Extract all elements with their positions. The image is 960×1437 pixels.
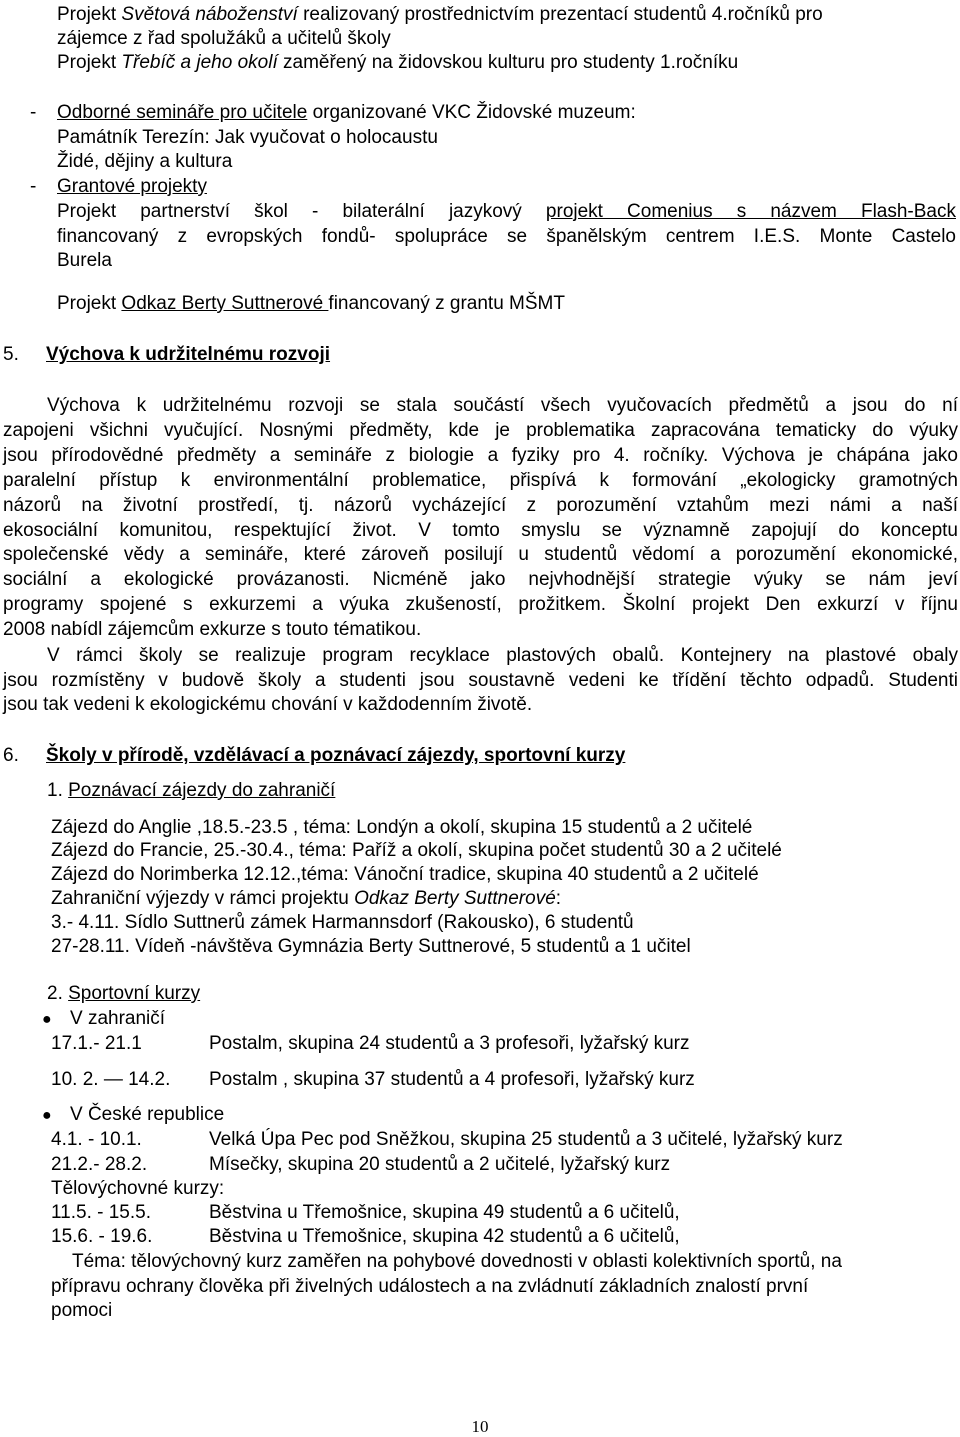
sports-abroad-heading: V zahraničí (70, 1008, 166, 1029)
section-5-para2-line: jsou rozmístěny v budově školy a studenti jsou soustavně vedeni ke třídění těchto odpadů. Studenti (3, 670, 958, 691)
project-title-italic: Světová náboženství (121, 4, 298, 25)
list-dash: - (30, 176, 37, 197)
bullet-icon: ● (42, 1107, 52, 1124)
section-5-text-line: sociální a ekologické provázanosti. Nicméně jako nejvhodnější strategie výuky se nám jeví (3, 569, 958, 590)
course-description: Velká Úpa Pec pod Sněžkou, skupina 25 studentů a 3 učitelé, lyžařský kurz (209, 1129, 843, 1150)
project-title-italic: Třebíč a jeho okolí (121, 52, 278, 73)
section-5-text-line: 2008 nabídl zájemcům exkurze s touto tématikou. (3, 619, 422, 640)
section-5-text-line: názorů na životní prostředí, tj. názorů vycházející z porozumění vztahům mezi námi a naší (3, 495, 958, 516)
grants-heading: Grantové projekty (57, 176, 207, 197)
list-dash: - (30, 102, 37, 123)
section-5-text-line: jsou přírodovědné předměty a semináře z biologie a fyziky pro 4. ročníky. Výchova je chápána jako (3, 445, 958, 466)
grant-comenius-link: projekt Comenius s názvem Flash-Back (545, 201, 956, 222)
subsection-label: Sportovní kurzy (68, 983, 201, 1004)
trip-suttner-item: 27-28.11. Vídeň -návštěva Gymnázia Berty Suttnerové, 5 studentů a 1 učitel (51, 936, 691, 957)
trip-suttner-item: 3.- 4.11. Sídlo Suttnerů zámek Harmannsdorf (Rakousko), 6 studentů (51, 912, 634, 933)
trip-suttner-text: Zahraniční výjezdy v rámci projektu (51, 888, 355, 909)
trip-item: Zájezd do Anglie ,18.5.-23.5 , téma: Londýn a okolí, skupina 15 studentů a 2 učitelé (51, 817, 753, 838)
grant-comenius-line (57, 201, 956, 223)
project-line-world-religions (57, 4, 823, 26)
course-date: 17.1.- 21.1 (51, 1033, 142, 1054)
grant-text: Projekt partnerství škol - bilaterální jazykový (57, 201, 546, 222)
course-date: 4.1. - 10.1. (51, 1129, 142, 1150)
sports-czech-heading: V České republice (70, 1104, 225, 1125)
section-5-text-line: ekosociální komunitou, respektující život. V tomto smyslu se významně zapojují do konceptu (3, 520, 958, 541)
pe-theme-line: Téma: tělovýchovný kurz zaměřen na pohybové dovednosti v oblasti kolektivních sportů, na (72, 1251, 842, 1272)
section-6-title: Školy v přírodě, vzdělávací a poznávací zájezdy, sportovní kurzy (46, 745, 626, 766)
grant-suttner-line (57, 293, 565, 315)
trip-item: Zájezd do Francie, 25.-30.4., téma: Paříž a okolí, skupina počet studentů 30 a 2 učitelé (51, 840, 782, 861)
subsection-number: 2. (47, 983, 69, 1004)
project-description: realizovaný prostřednictvím prezentací studentů 4.ročníků pro (297, 4, 823, 25)
subsection-trips-heading (47, 780, 335, 802)
course-date: 21.2.- 28.2. (51, 1154, 148, 1175)
seminars-heading: Odborné semináře pro učitele (57, 102, 308, 123)
trip-suttner-colon: : (555, 888, 562, 909)
seminars-line (57, 102, 636, 124)
course-description: Postalm, skupina 24 studentů a 3 profesoři, lyžařský kurz (209, 1033, 690, 1054)
course-description: Běstvina u Třemošnice, skupina 42 studentů a 6 učitelů, (209, 1226, 680, 1247)
trip-suttner-project: Odkaz Berty Suttnerové (354, 888, 556, 909)
section-5-number: 5. (3, 344, 19, 365)
section-5-text-line: zapojeni všichni vyučující. Nosnými předměty, kde je problematika zapracována tematicky do výuky (3, 420, 958, 441)
section-5-text-line: Výchova k udržitelnému rozvoji se stala součástí všech vyučovacích předmětů a jsou do ní (47, 395, 958, 416)
trip-item: Zájezd do Norimberka 12.12.,téma: Vánoční tradice, skupina 40 studentů a 2 učitelé (51, 864, 759, 885)
project-line-trebic (57, 52, 738, 74)
grant-comenius-cont: financovaný z evropských fondů- spolupráce se španělským centrem I.E.S. Monte Castelo (57, 226, 956, 247)
seminars-organizer: organizované VKC Židovské muzeum: (307, 102, 636, 123)
project-prefix: Projekt (57, 4, 122, 25)
project-prefix: Projekt (57, 52, 122, 73)
pe-theme-line: přípravu ochrany člověka při živelných událostech a na zvládnutí základních znalostí první (51, 1276, 809, 1297)
subsection-label: Poznávací zájezdy do zahraničí (68, 780, 336, 801)
page-number: 10 (471, 1417, 489, 1436)
subsection-sports-heading (47, 983, 200, 1005)
section-5-para2-line: V rámci školy se realizuje program recyklace plastových obalů. Kontejnery na plastové obaly (47, 645, 958, 666)
grant-text: financovaný z grantu MŠMT (328, 293, 565, 314)
grant-comenius-cont2: Burela (57, 250, 112, 271)
section-5-para2-line: jsou tak vedeni k ekologickému chování v každodenním životě. (3, 694, 533, 715)
pe-courses-heading: Tělovýchovné kurzy: (51, 1178, 225, 1199)
seminar-item: Židé, dějiny a kultura (57, 151, 233, 172)
project-description: zaměřený na židovskou kulturu pro studenty 1.ročníku (277, 52, 739, 73)
course-date: 10. 2. — 14.2. (51, 1069, 171, 1090)
course-date: 15.6. - 19.6. (51, 1226, 153, 1247)
bullet-icon: ● (42, 1011, 52, 1028)
section-5-text-line: společenské vědy a semináře, které zároveň posilují u studentů vědomí a porozumění ekonomické, (3, 544, 958, 565)
section-5-text-line: paralelní přístup k environmentální problematice, přispívá k formování „ekologicky gramotných (3, 470, 958, 491)
project-line-cont: zájemce z řad spolužáků a učitelů školy (57, 28, 391, 49)
subsection-number: 1. (47, 780, 69, 801)
trip-suttner-heading (51, 888, 561, 910)
course-description: Mísečky, skupina 20 studentů a 2 učitelé, lyžařský kurz (209, 1154, 671, 1175)
pe-theme-line: pomoci (51, 1300, 113, 1321)
section-6-number: 6. (3, 745, 19, 766)
course-description: Postalm , skupina 37 studentů a 4 profesoři, lyžařský kurz (209, 1069, 695, 1090)
seminar-item: Památník Terezín: Jak vyučovat o holocaustu (57, 127, 438, 148)
section-5-text-line: programy spojené s exkurzemi a výuka zkušeností, prožitkem. Školní projekt Den exkurzí v říjnu (3, 594, 958, 615)
grant-text: Projekt (57, 293, 122, 314)
course-date: 11.5. - 15.5. (51, 1202, 151, 1223)
course-description: Běstvina u Třemošnice, skupina 49 studentů a 6 učitelů, (209, 1202, 680, 1223)
section-5-title: Výchova k udržitelnému rozvoji (46, 344, 331, 365)
grant-suttner-link: Odkaz Berty Suttnerové (121, 293, 329, 314)
